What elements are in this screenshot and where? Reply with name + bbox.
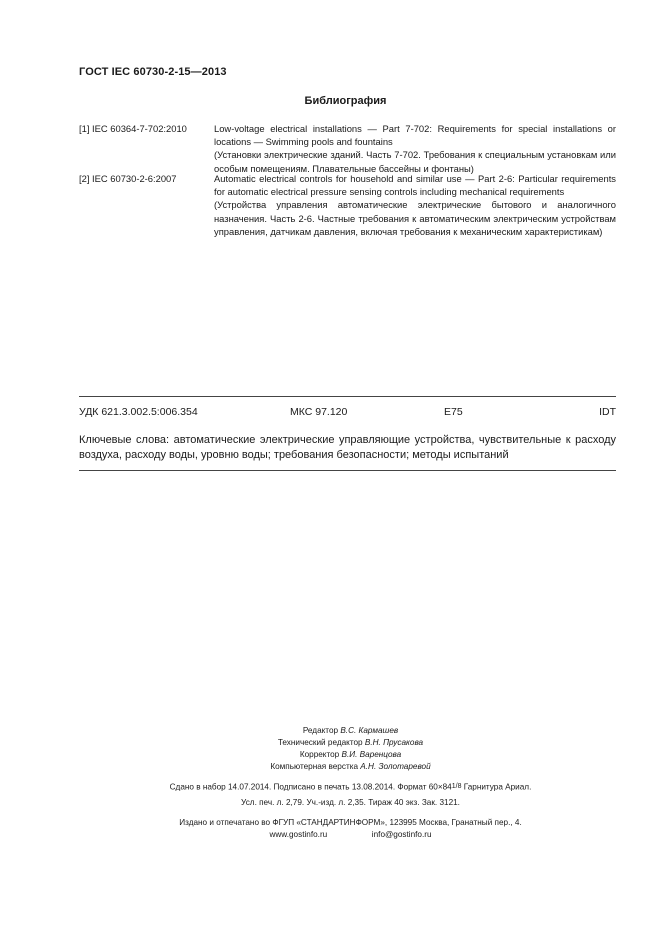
credit-proofreader: Корректор В.И. Варенцова bbox=[299, 750, 402, 759]
website-link: www.gostinfo.ru bbox=[269, 830, 328, 839]
credit-tech-editor: Технический редактор В.Н. Прусакова bbox=[277, 738, 424, 747]
divider-bottom bbox=[79, 470, 616, 471]
okc-code: Е75 bbox=[444, 406, 463, 418]
email-link: info@gostinfo.ru bbox=[371, 830, 432, 839]
print-info-line-2: Усл. печ. л. 2,79. Уч.-изд. л. 2,35. Тираж 40 экз. Зак. 3121. bbox=[241, 798, 460, 807]
bibliography-title: Библиография bbox=[304, 95, 387, 107]
bibliography-entry-2 bbox=[79, 172, 616, 256]
keywords: Ключевые слова: автоматические электрические управляющие устройства, чувствительные к расходу воздуха, расходу воды, уровню воды; требования безопасности; методы испытаний bbox=[79, 434, 616, 461]
divider-top bbox=[79, 396, 616, 397]
format-fraction: 1/8 bbox=[451, 783, 462, 790]
document-header: ГОСТ IEC 60730-2-15—2013 bbox=[79, 66, 227, 78]
credits bbox=[0, 725, 661, 773]
classification-row bbox=[79, 406, 616, 420]
entry-title: Low-voltage electrical installations — Part 7-702: Requirements for special installations or locations — Swimming pools and fountains bbox=[214, 123, 616, 148]
entry-title: Automatic electrical controls for household and similar use — Part 2-6: Particular requirements for automatic electrical pressure sensing controls including mechanical requirements bbox=[214, 173, 616, 198]
entry-body bbox=[214, 172, 616, 238]
udk-code: УДК 621.3.002.5:006.354 bbox=[79, 406, 198, 418]
credit-layout: Компьютерная верстка А.Н. Золотаревой bbox=[270, 762, 431, 771]
entry-number: [1] IEC 60364-7-702:2010 bbox=[79, 123, 187, 134]
idt-marker: IDT bbox=[599, 406, 616, 418]
entry-translation: (Устройства управления автоматические электрические бытового и аналогичного назначения. Часть 2-6. Частные требования к автоматическим электрическим устройствам управления, датчикам давления, включая требования к механическим характеристикам) bbox=[214, 199, 616, 237]
entry-body bbox=[214, 122, 616, 175]
publisher-line: Издано и отпечатано во ФГУП «СТАНДАРТИНФОРМ», 123995 Москва, Гранатный пер., 4. bbox=[179, 818, 522, 827]
entry-number: [2] IEC 60730-2-6:2007 bbox=[79, 173, 177, 184]
publisher-contacts bbox=[0, 829, 661, 842]
print-info-line-1: Сдано в набор 14.07.2014. Подписано в печать 13.08.2014. Формат 60×841/8 Гарнитура Ариал. bbox=[0, 781, 661, 794]
credit-editor: Редактор В.С. Кармашев bbox=[302, 726, 399, 735]
bibliography-entry-1 bbox=[79, 122, 616, 174]
mks-code: МКС 97.120 bbox=[290, 406, 348, 418]
entry-translation: (Установки электрические зданий. Часть 7-702. Требования к специальным установкам или особым помещениям. Плавательные бассейны и фонтаны) bbox=[214, 149, 616, 174]
